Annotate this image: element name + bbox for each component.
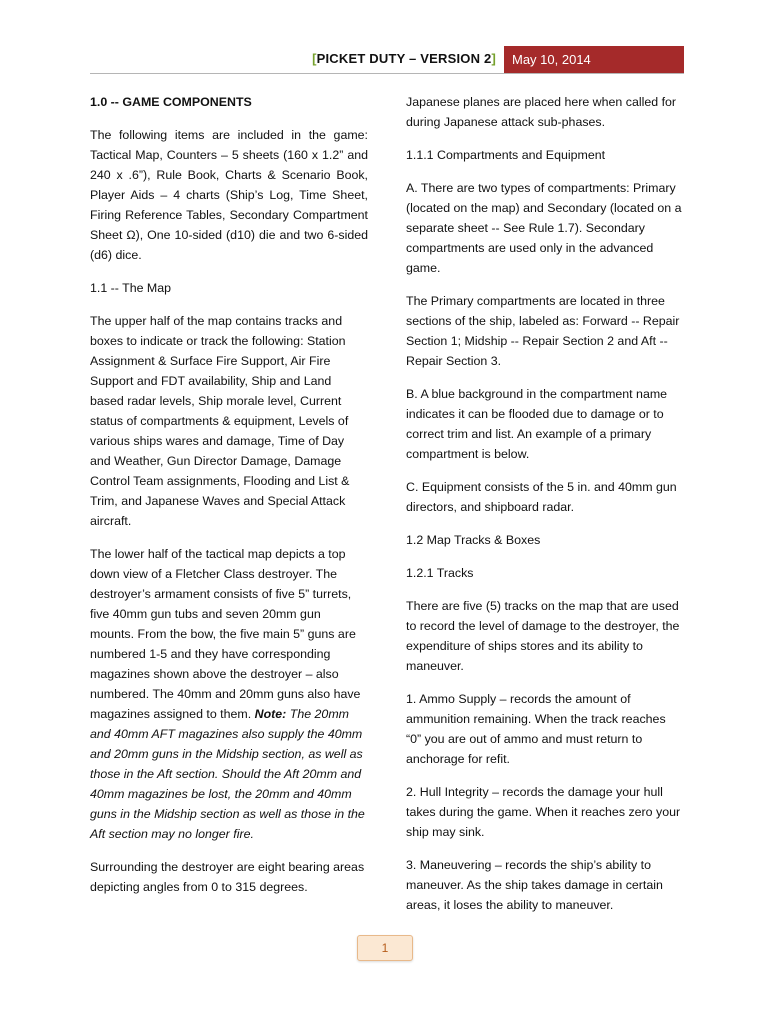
paragraph-maneuvering: 3. Maneuvering – records the ship’s ability to maneuver. As the ship takes damage in certain areas, it loses the ability to maneuver.: [406, 858, 663, 912]
page-number: 1: [357, 935, 413, 961]
paragraph-upper-half: The upper half of the map contains tracks and boxes to indicate or track the following: Station Assignment & Surface Fire Support, Air Fire Support and FDT availability, Ship and Land based radar levels, Ship morale level, Current status of compartments & equipment, Levels of various ships wares and damage, Time of Day and Weather, Gun Director Damage, Damage Control Team assignments, Flooding and List & Trim, and Japanese Waves and Special Attack aircraft.: [90, 314, 350, 528]
header-title: [312, 51, 496, 66]
heading-compartments-equipment: 1.1.1 Compartments and Equipment: [406, 148, 606, 162]
right-column: [406, 92, 684, 928]
paragraph-tracks-intro: There are five (5) tracks on the map that are used to record the level of damage to the destroyer, the expenditure of ships stores and its ability to maneuver.: [406, 599, 680, 673]
paragraph-equipment: C. Equipment consists of the 5 in. and 40mm gun directors, and shipboard radar.: [406, 480, 677, 514]
heading-game-components: 1.0 -- GAME COMPONENTS: [90, 95, 252, 109]
paragraph-bearing-areas: Surrounding the destroyer are eight bearing areas depicting angles from 0 to 315 degrees.: [90, 860, 365, 894]
note-text: The 20mm and 40mm AFT magazines also supply the 40mm and 20mm guns in the Midship section, as well as those in the Aft section. Should the Aft 20mm and 40mm magazines be lost, the 20mm and 40mm guns in the Midship section as well as those in the Aft section may no longer fire.: [90, 707, 365, 841]
paragraph-primary-compartments: The Primary compartments are located in three sections of the ship, labeled as: Forward -- Repair Section 1; Midship -- Repair Section 2 and Aft -- Repair Section 3.: [406, 294, 680, 368]
heading-tracks: 1.2.1 Tracks: [406, 566, 474, 580]
paragraph-components: The following items are included in the game: Tactical Map, Counters – 5 sheets (160 x 1.2” and 240 x .6”), Rule Book, Charts & Scenario Book, Player Aids – 4 charts (Ship’s Log, Time Sheet, Firing Reference Tables, Secondary Compartment Sheet Ω), One 10-sided (d10) die and two 6-sided (d6) dice.: [90, 128, 368, 262]
paragraph-blue-background: B. A blue background in the compartment name indicates it can be flooded due to damage or to correct trim and list. An example of a primary compartment is below.: [406, 387, 668, 461]
header-date: May 10, 2014: [504, 46, 684, 74]
heading-map-tracks-boxes: 1.2 Map Tracks & Boxes: [406, 533, 541, 547]
paragraph-hull-integrity: 2. Hull Integrity – records the damage your hull takes during the game. When it reaches zero your ship may sink.: [406, 785, 681, 839]
title-close-bracket: ]: [491, 51, 496, 66]
paragraph-compartment-types: A. There are two types of compartments: Primary (located on the map) and Secondary (located on a separate sheet -- See Rule 1.7). Secondary compartments are used only in the advanced game.: [406, 181, 682, 275]
note-label: Note:: [254, 707, 287, 721]
header-rule: [90, 73, 684, 74]
paragraph-japanese-planes: Japanese planes are placed here when called for during Japanese attack sub-phases.: [406, 95, 677, 129]
lower-half-text: The lower half of the tactical map depicts a top down view of a Fletcher Class destroyer. The destroyer’s armament consists of five 5” turrets, five 40mm gun tubs and seven 20mm gun mounts. From the bow, the five main 5” guns are numbered 1-5 and they have corresponding magazines shown above the destroyer – also numbered. The 40mm and 20mm guns also have magazines assigned to them.: [90, 547, 361, 721]
title-text: PICKET DUTY – VERSION 2: [316, 51, 492, 66]
paragraph-lower-half: [90, 544, 368, 844]
page-header: [90, 46, 684, 74]
left-column: [90, 92, 368, 910]
title-open-bracket: [: [312, 51, 317, 66]
paragraph-ammo-supply: 1. Ammo Supply – records the amount of ammunition remaining. When the track reaches “0” you are out of ammo and must return to anchorage for refit.: [406, 692, 666, 766]
heading-the-map: 1.1 -- The Map: [90, 281, 172, 295]
